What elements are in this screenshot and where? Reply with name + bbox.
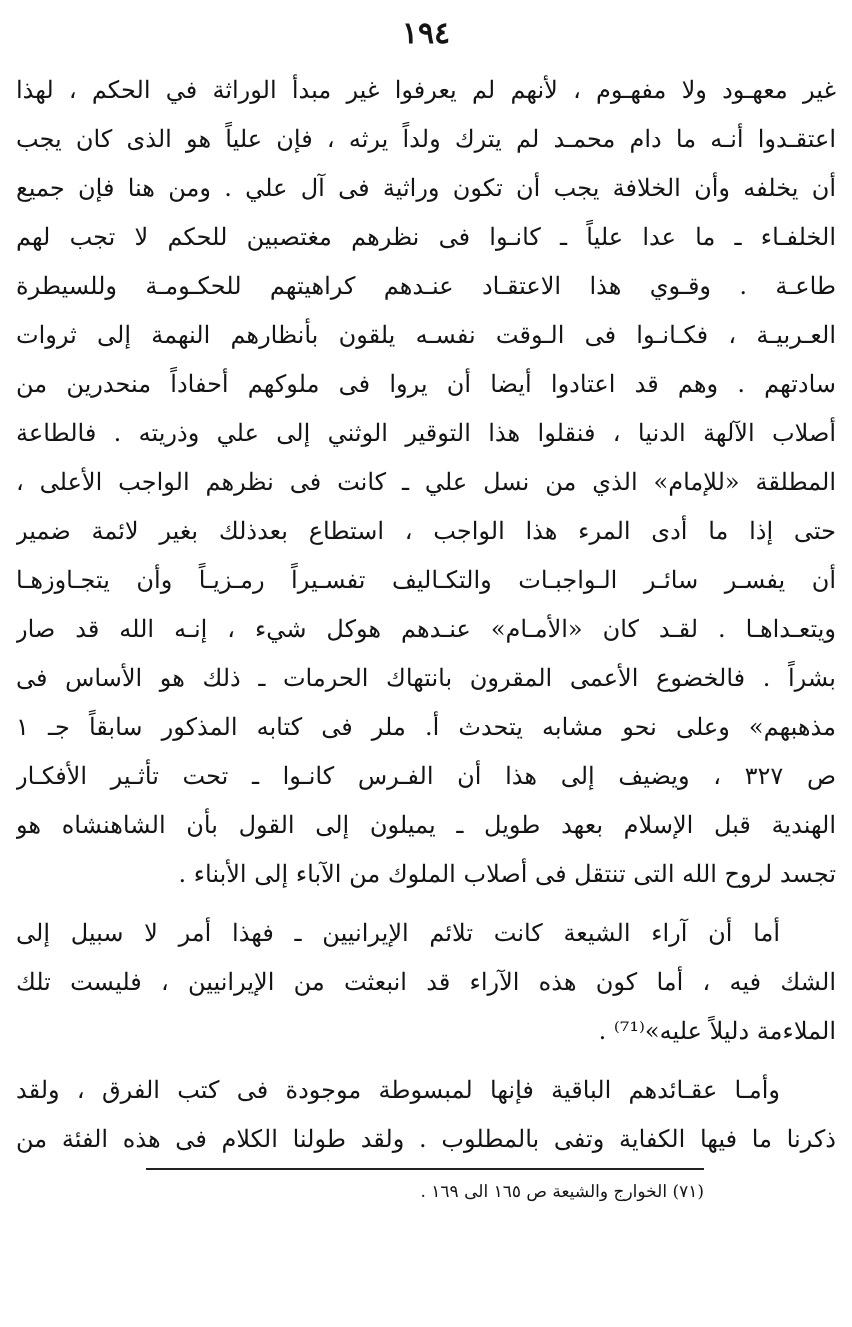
- paragraph-spacer: [16, 899, 836, 909]
- text-line: اعتقـدوا أنـه ما دام محمـد لم يترك ولداً يرثه ، فإن علياً هو الذى كان يجب: [16, 125, 836, 153]
- text-line: ويتعـداهـا . لقـد كان «الأمـام» عنـدهم هوكل شيء ، إنـه الله قد صار: [16, 615, 836, 643]
- text-line: أن يخلفه وأن الخلافة يجب أن تكون وراثية فى آل علي . ومن هنا فإن جميع: [16, 174, 836, 202]
- text-line: الملاءمة دليلاً عليه»⁽⁷¹⁾ .: [598, 1017, 836, 1045]
- text-line: غير معهـود ولا مفهـوم ، لأنهم لم يعرفوا غير مبدأ الوراثة في الحكم ، لهذا: [16, 76, 836, 104]
- footnote-divider: [146, 1168, 704, 1170]
- text-line: تجسد لروح الله التى تنتقل فى أصلاب الملوك من الآباء إلى الأبناء .: [178, 860, 836, 888]
- text-line: وأمـا عقـائدهم الباقية فإنها لمبسوطة موجودة فى كتب الفرق ، ولقد: [16, 1076, 780, 1104]
- text-line: أن يفسـر سائـر الـواجبـات والتكـاليف تفسـيراً رمـزيـاً وأن يتجـاوزهـا: [16, 566, 836, 594]
- text-line: العـربيـة ، فكـانـوا فى الـوقت نفسـه يلقون بأنظارهم النهمة إلى ثروات: [16, 321, 836, 349]
- text-line: طاعـة . وقـوي هذا الاعتقـاد عنـدهم كراهيتهم للحكـومـة وللسيطرة: [16, 272, 836, 300]
- text-line: ذكرنا ما فيها الكفاية وتفى بالمطلوب . ولقد طولنا الكلام فى هذه الفئة من: [16, 1125, 836, 1153]
- text-line: المطلقة «للإمام» الذي من نسل علي ـ كانت فى نظرهم الواجب الأعلى ،: [16, 468, 836, 496]
- body-text: [16, 66, 836, 1164]
- text-line: سادتهم . وهم قد اعتادوا أيضا أن يروا فى ملوكهم أحفاداً منحدرين من: [16, 370, 836, 398]
- text-line: بشراً . فالخضوع الأعمى المقرون بانتهاك الحرمات ـ ذلك هو الأساس فى: [16, 664, 836, 692]
- text-line: الشك فيه ، أما كون هذه الآراء قد انبعثت من الإيرانيين ، فليست تلك: [16, 968, 836, 996]
- text-line: أصلاب الآلهة الدنيا ، فنقلوا هذا التوقير الوثني إلى علي وذريته . فالطاعة: [16, 419, 836, 447]
- paragraph-spacer: [16, 1056, 836, 1066]
- paragraph-2: [16, 909, 836, 1056]
- text-line: مذهبهم» وعلى نحو مشابه يتحدث أ. ملر فى كتابه المذكور سابقاً جـ ١: [16, 713, 836, 741]
- footnote: (٧١) الخوارج والشيعة ص ١٦٥ الى ١٦٩ .: [420, 1182, 704, 1202]
- page-number: ١٩٤: [401, 16, 451, 51]
- paragraph-1: [16, 66, 836, 899]
- text-line: الخلفـاء ـ ما عدا علياً ـ كانـوا فى نظرهم مغتصبين للحكم لا تجب لهم: [16, 223, 836, 251]
- text-line: ص ٣٢٧ ، ويضيف إلى هذا أن الفـرس كانـوا ـ تحت تأثـير الأفكـار: [16, 762, 836, 790]
- text-line: حتى إذا ما أدى المرء هذا الواجب ، استطاع بعدذلك بغير لائمة ضمير: [16, 517, 836, 545]
- text-line: الهندية قبل الإسلام بعهد طويل ـ يميلون إلى القول بأن الشاهنشاه هو: [16, 811, 836, 839]
- text-line: أما أن آراء الشيعة كانت تلائم الإيرانيين ـ فهذا أمر لا سبيل إلى: [16, 919, 780, 947]
- paragraph-3: [16, 1066, 836, 1164]
